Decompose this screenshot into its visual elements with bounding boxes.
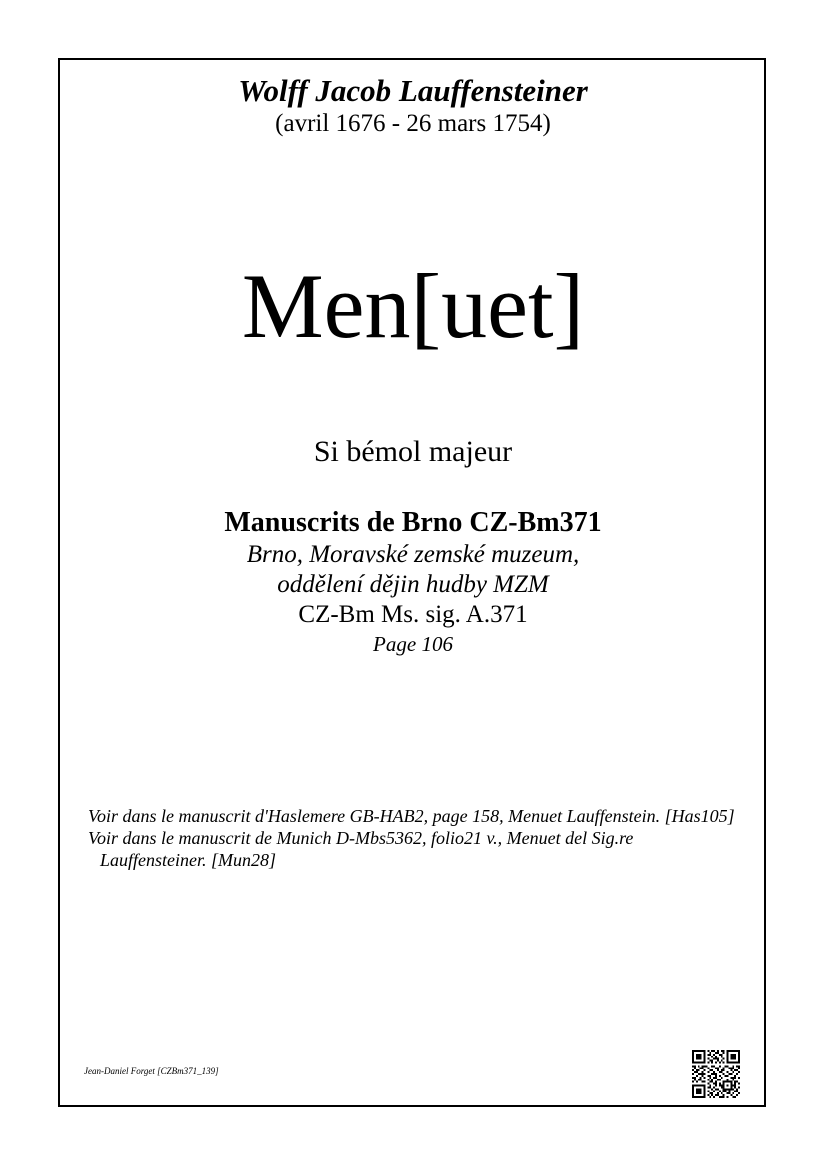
piece-title: Men[uet] [241,255,585,357]
concordance-note: Voir dans le manuscrit d'Haslemere GB-HAB2, page 158, Menuet Lauffenstein. [Has105] [88,806,735,826]
piece-key: Si bémol majeur [313,435,513,468]
editor-credit: Jean-Daniel Forget [CZBm371_139] [84,1066,219,1076]
source-institution-line2: oddělení dějin hudby MZM [277,571,549,598]
composer-dates: (avril 1676 - 26 mars 1754) [275,110,551,137]
composer-name: Wolff Jacob Lauffensteiner [238,73,588,108]
source-block [0,506,826,658]
concordance-note: Voir dans le manuscrit de Munich D-Mbs5362, folio21 v., Menuet del Sig.re Lauffensteiner. [Mun28] [88,828,634,870]
concordance-notes [88,805,738,871]
source-signature: CZ-Bm Ms. sig. A.371 [298,601,528,628]
source-page: Page 106 [373,632,453,656]
source-name: Manuscrits de Brno CZ-Bm371 [224,507,602,538]
qr-code-icon [692,1050,740,1098]
source-institution-line1: Brno, Moravské zemské muzeum, [246,541,580,568]
